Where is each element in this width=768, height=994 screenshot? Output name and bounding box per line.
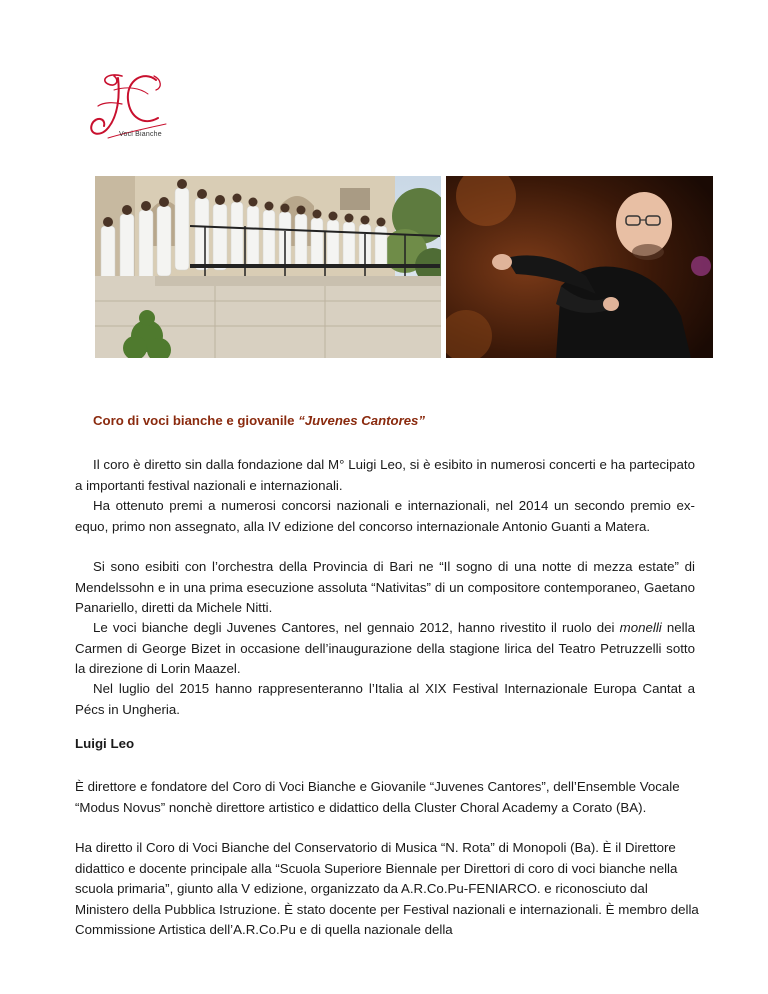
biography-paragraph-1: È direttore e fondatore del Coro di Voci Bianche e Giovanile “Juvenes Cantores”, dell’Ensemble Vocale “Modus Novus” nonchè direttore artistico e didattico della Cluster Choral Academy a Corato (BA). [75, 779, 680, 815]
choir-paragraph-4-start: Le voci bianche degli Juvenes Cantores, nel gennaio 2012, hanno rivestito il ruolo dei [93, 620, 620, 635]
choir-photo [95, 176, 441, 358]
choir-paragraph-2: Ha ottenuto premi a numerosi concorsi nazionali e internazionali, nel 2014 un secondo premio ex-equo, primo non assegnato, alla IV edizione del concorso internazionale Antonio Guanti a Matera. [75, 498, 695, 534]
conductor-photo [446, 176, 713, 358]
choir-title-prefix: Coro di voci bianche e giovanile [93, 413, 299, 428]
choir-paragraph-4-end: nella Carmen di George Bizet in occasione dell’inaugurazione della stagione lirica del Teatro Petruzzelli sotto la direzione di Lorin Maazel. [75, 620, 695, 676]
choir-paragraph-4 [75, 618, 695, 680]
choir-title-name: “Juvenes Cantores” [298, 413, 425, 428]
biography-paragraph-2: Ha diretto il Coro di Voci Bianche del Conservatorio di Musica “N. Rota” di Monopoli (Ba). È il Direttore didattico e docente principale alla “Scuola Superiore Biennale per Direttori di coro di voci bianche nella scuola primaria”, giunto alla V edizione, organizzato da A.R.Co.Pu-FENIARCO. e riconosciuto dal Ministero della Pubblica Istruzione. È stato docente per Festival nazionali e internazionali. È membro della Commissione Artistica dell’A.R.Co.Pu e di quella nazionale della [75, 840, 699, 937]
choir-paragraph-3: Si sono esibiti con l’orchestra della Provincia di Bari ne “Il sogno di una notte di mezza estate” di Mendelssohn e in una prima esecuzione assoluta “Nativitas” di un compositore contemporaneo, Gaetano Panariello, diretti da Michele Nitti. [75, 559, 695, 615]
conductor-portrait-icon [446, 176, 713, 358]
logo-caption: Voci Bianche [119, 131, 162, 138]
choir-section-title [93, 413, 425, 428]
choir-group-photo-icon [95, 176, 441, 358]
monelli-italic: monelli [619, 620, 662, 635]
luigi-leo-heading: Luigi Leo [75, 736, 135, 751]
choir-paragraph-5: Nel luglio del 2015 hanno rappresenteranno l’Italia al XIX Festival Internazionale Europa Cantat a Pécs in Ungheria. [75, 681, 695, 717]
choir-paragraph-1: Il coro è diretto sin dalla fondazione dal M° Luigi Leo, si è esibito in numerosi concerti e ha partecipato a importanti festival nazionali e internazionali. [75, 457, 695, 493]
